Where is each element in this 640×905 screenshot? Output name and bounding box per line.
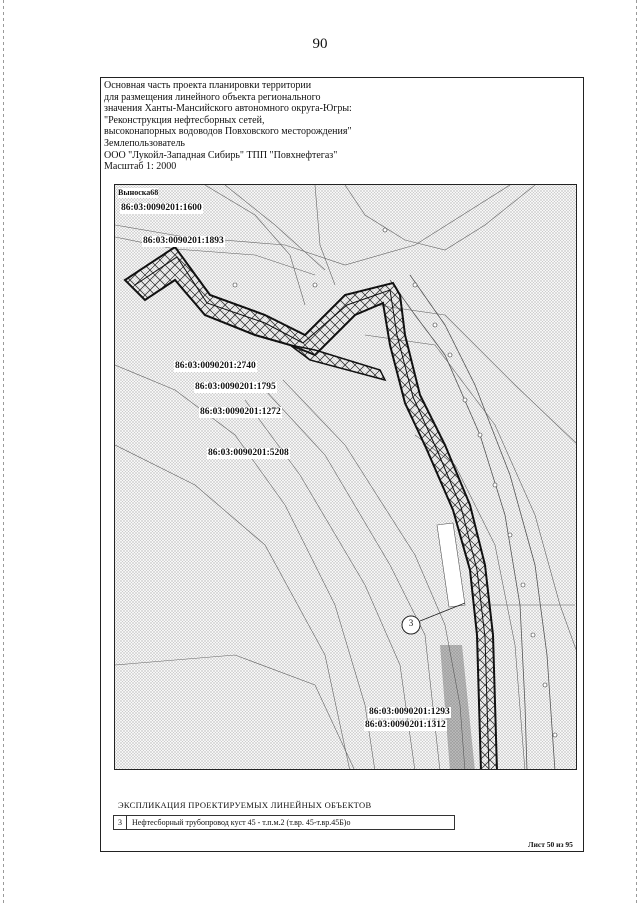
parcel-label: 86:03:0090201:1293 <box>369 707 450 717</box>
parcel-label: 86:03:0090201:1600 <box>121 203 202 213</box>
legend-title: ЭКСПЛИКАЦИЯ ПРОЕКТИРУЕМЫХ ЛИНЕЙНЫХ ОБЪЕКТОВ <box>118 800 372 810</box>
legend-row-number: 3 <box>114 816 127 829</box>
title-line: высоконапорных водоводов Повховского месторождения" <box>104 126 352 138</box>
parcel-label: 86:03:0090201:1893 <box>143 236 224 246</box>
map-drawing <box>115 185 577 770</box>
page-number: 90 <box>312 36 328 52</box>
parcel-label: 86:03:0090201:1312 <box>365 720 446 730</box>
title-block <box>104 80 404 173</box>
legend-row <box>113 815 455 830</box>
title-line: значения Ханты-Мансийского автономного округа-Югры: <box>104 103 352 115</box>
land-user-name: ООО "Лукойл-Западная Сибирь" ТПП "Повхнефтегаз" <box>104 149 338 161</box>
land-user-label: Землепользователь <box>104 137 185 149</box>
route-marker-number: 3 <box>408 618 414 628</box>
title-line: "Реконструкция нефтесборных сетей, <box>104 114 265 126</box>
scan-edge-right <box>636 0 637 905</box>
sheet-number: Лист 50 из 95 <box>528 840 573 849</box>
inset-label: Выноска68 <box>118 188 159 197</box>
scale-label: Масштаб 1: 2000 <box>104 161 177 173</box>
parcel-label: 86:03:0090201:2740 <box>175 361 256 371</box>
parcel-label: 86:03:0090201:1795 <box>195 382 276 392</box>
legend-row-text: Нефтесборный трубопровод куст 45 - т.п.м.2 (т.вр. 45-т.вр.45Б)о <box>132 818 351 827</box>
map-area <box>114 184 577 770</box>
title-line: для размещения линейного объекта регионального <box>104 91 321 103</box>
parcel-label: 86:03:0090201:1272 <box>200 407 281 417</box>
scan-edge-left <box>3 0 4 905</box>
title-line: Основная часть проекта планировки территории <box>104 80 312 91</box>
parcel-label: 86:03:0090201:5208 <box>208 448 289 458</box>
